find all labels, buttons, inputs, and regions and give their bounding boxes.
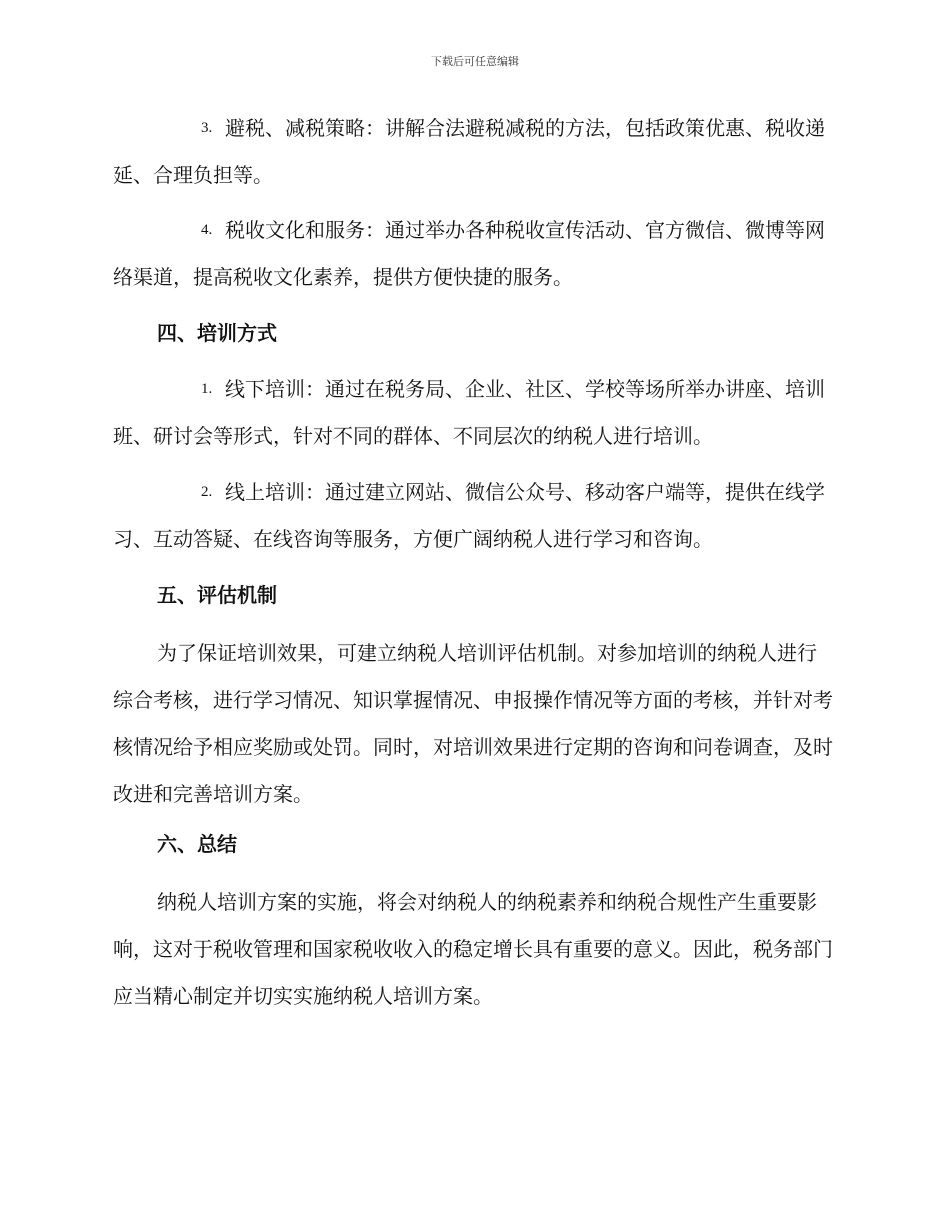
list-item <box>113 469 835 563</box>
section-heading-training-method: 四、培训方式 <box>157 321 277 345</box>
page-header: 下载后可任意编辑 <box>431 55 519 68</box>
section-heading-evaluation: 五、评估机制 <box>157 583 277 607</box>
item-number: 4. <box>201 222 213 238</box>
item-text: 线下培训：通过在税务局、企业、社区、学校等场所举办讲座、培训班、研讨会等形式，针对不同的群体、不同层次的纳税人进行培训。 <box>113 377 825 448</box>
paragraph-summary: 纳税人培训方案的实施，将会对纳税人的纳税素养和纳税合规性产生重要影响，这对于税收管理和国家税收收入的稳定增长具有重要的意义。因此，税务部门应当精心制定并切实实施纳税人培训方案。 <box>113 890 833 1008</box>
item-number: 1. <box>201 381 213 397</box>
paragraph-evaluation: 为了保证培训效果，可建立纳税人培训评估机制。对参加培训的纳税人进行综合考核，进行学习情况、知识掌握情况、申报操作情况等方面的考核，并针对考核情况给予相应奖励或处罚。同时，对培训效果进行定期的咨询和问卷调查，及时改进和完善培训方案。 <box>113 641 833 806</box>
item-number: 2. <box>201 484 213 500</box>
item-text: 税收文化和服务：通过举办各种税收宣传活动、官方微信、微博等网络渠道，提高税收文化素养，提供方便快捷的服务。 <box>113 218 825 289</box>
list-item <box>113 207 835 301</box>
list-item <box>113 366 835 460</box>
section-heading-summary: 六、总结 <box>157 832 237 856</box>
item-text: 线上培训：通过建立网站、微信公众号、移动客户端等，提供在线学习、互动答疑、在线咨询等服务，方便广阔纳税人进行学习和咨询。 <box>113 480 825 551</box>
item-text: 避税、减税策略：讲解合法避税减税的方法，包括政策优惠、税收递延、合理负担等。 <box>113 116 825 187</box>
list-item <box>113 105 835 199</box>
item-number: 3. <box>201 120 213 136</box>
